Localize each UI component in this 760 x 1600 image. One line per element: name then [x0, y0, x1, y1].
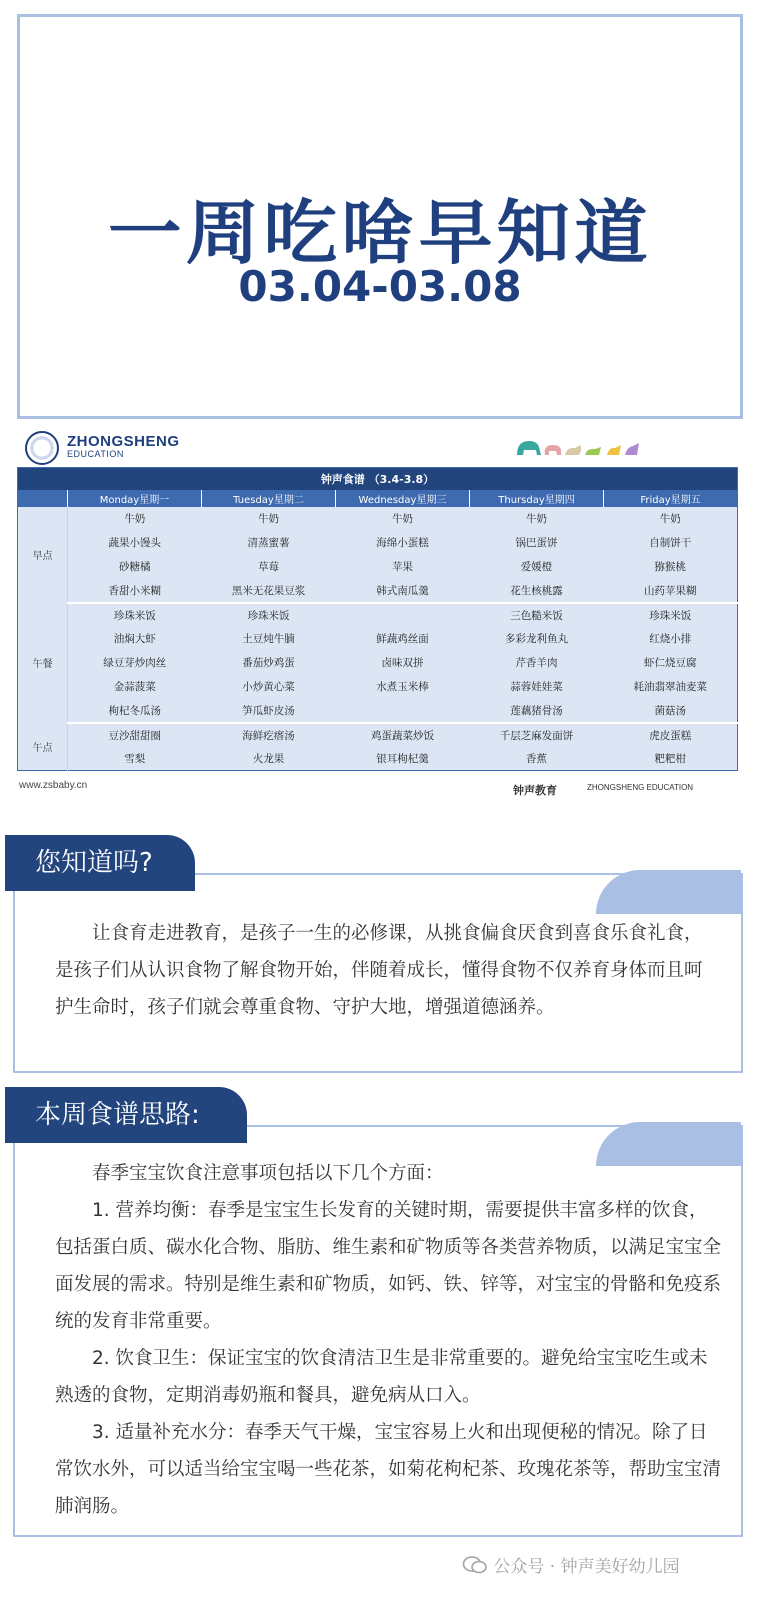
menu-cell: 耗油翡翠油麦菜 [604, 675, 738, 699]
logo-subtext: EDUCATION [67, 449, 124, 459]
menu-row [18, 555, 738, 579]
menu-cell: 千层芝麻发面饼 [470, 723, 604, 747]
menu-image-block [15, 425, 745, 810]
menu-cell: 菌菇汤 [604, 699, 738, 723]
menu-row [18, 723, 738, 747]
meal-label: 午餐 [18, 603, 68, 723]
logo-text: ZHONGSHENG [67, 433, 180, 450]
animals-decoration-icon [515, 433, 645, 459]
menu-cell: 蒜蓉娃娃菜 [470, 675, 604, 699]
menu-cell [336, 603, 470, 627]
menu-cell: 牛奶 [604, 507, 738, 531]
menu-cell: 莲藕猪骨汤 [470, 699, 604, 723]
day-header: Thursday星期四 [470, 490, 604, 507]
menu-row [18, 747, 738, 771]
menu-cell: 海绵小蛋糕 [336, 531, 470, 555]
menu-cell: 猕猴桃 [604, 555, 738, 579]
menu-cell [336, 699, 470, 723]
section-item: 3. 适量补充水分：春季天气干燥，宝宝容易上火和出现便秘的情况。除了日常饮水外，可以适当给宝宝喝一些花茶，如菊花枸杞茶、玫瑰花茶等，帮助宝宝清肺润肠。 [55, 1422, 722, 1517]
menu-cell: 黑米无花果豆浆 [202, 579, 336, 603]
menu-cell: 清蒸蜜薯 [202, 531, 336, 555]
menu-cell: 砂糖橘 [68, 555, 202, 579]
menu-cell: 牛奶 [336, 507, 470, 531]
meal-label: 午点 [18, 723, 68, 771]
menu-cell: 虾仁烧豆腐 [604, 651, 738, 675]
menu-cell: 花生核桃露 [470, 579, 604, 603]
menu-header [15, 425, 745, 465]
menu-row [18, 651, 738, 675]
menu-cell: 草莓 [202, 555, 336, 579]
menu-cell: 牛奶 [202, 507, 336, 531]
section-intro: 春季宝宝饮食注意事项包括以下几个方面： [92, 1163, 444, 1184]
menu-cell: 金蒜菠菜 [68, 675, 202, 699]
section-heading: 您知道吗? [5, 835, 195, 891]
day-header: Friday星期五 [604, 490, 738, 507]
menu-cell: 虎皮蛋糕 [604, 723, 738, 747]
school-seal-icon [25, 431, 59, 465]
menu-cell: 小炒黄心菜 [202, 675, 336, 699]
day-header: Monday星期一 [68, 490, 202, 507]
menu-cell: 卤味双拼 [336, 651, 470, 675]
day-header: Wednesday星期三 [336, 490, 470, 507]
wechat-watermark [462, 1552, 680, 1577]
menu-cell: 香蕉 [470, 747, 604, 771]
menu-cell: 豆沙甜甜圈 [68, 723, 202, 747]
hero-card [17, 14, 743, 419]
brand-footer-en: ZHONGSHENG EDUCATION [587, 783, 694, 792]
menu-row [18, 699, 738, 723]
menu-cell: 枸杞冬瓜汤 [68, 699, 202, 723]
menu-cell: 银耳枸杞羹 [336, 747, 470, 771]
menu-cell: 土豆炖牛腩 [202, 627, 336, 651]
menu-row [18, 627, 738, 651]
menu-cell: 海鲜疙瘩汤 [202, 723, 336, 747]
section-item: 2. 饮食卫生：保证宝宝的饮食清洁卫生是非常重要的。避免给宝宝吃生或未熟透的食物，定期消毒奶瓶和餐具，避免病从口入。 [55, 1348, 708, 1406]
corner-decoration [596, 870, 741, 914]
menu-cell: 多彩龙利鱼丸 [470, 627, 604, 651]
menu-row [18, 675, 738, 699]
menu-cell: 粑粑柑 [604, 747, 738, 771]
did-you-know-section [13, 848, 743, 1073]
menu-cell: 火龙果 [202, 747, 336, 771]
menu-cell: 绿豆芽炒肉丝 [68, 651, 202, 675]
menu-table-body [18, 507, 738, 771]
menu-cell: 番茄炒鸡蛋 [202, 651, 336, 675]
menu-cell: 雪梨 [68, 747, 202, 771]
menu-cell: 油焖大虾 [68, 627, 202, 651]
menu-cell: 牛奶 [470, 507, 604, 531]
menu-day-header-row [18, 490, 738, 507]
section-heading: 本周食谱思路: [5, 1087, 247, 1143]
wechat-icon [462, 1555, 488, 1575]
brand-footer: 钟声教育 [513, 784, 557, 797]
menu-table [17, 467, 738, 771]
menu-cell: 山药苹果糊 [604, 579, 738, 603]
menu-cell: 红烧小排 [604, 627, 738, 651]
day-header: Tuesday星期二 [202, 490, 336, 507]
menu-cell: 芹香羊肉 [470, 651, 604, 675]
menu-cell: 水煮玉米棒 [336, 675, 470, 699]
meal-label: 早点 [18, 507, 68, 603]
section-paragraph: 让食育走进教育，是孩子一生的必修课，从挑食偏食厌食到喜食乐食礼食，是孩子们从认识食物了解食物开始，伴随着成长，懂得食物不仅养育身体而且呵护生命时，孩子们就会尊重食物、守护大地，增强道德涵养。 [55, 923, 703, 1018]
menu-cell: 香甜小米糊 [68, 579, 202, 603]
menu-cell: 蔬果小馒头 [68, 531, 202, 555]
watermark-text: 公众号 · 钟声美好幼儿园 [493, 1557, 680, 1577]
menu-cell: 鲜蔬鸡丝面 [336, 627, 470, 651]
menu-row [18, 579, 738, 603]
menu-row [18, 507, 738, 531]
menu-cell: 锅巴蛋饼 [470, 531, 604, 555]
menu-cell: 爱媛橙 [470, 555, 604, 579]
menu-cell: 韩式南瓜羹 [336, 579, 470, 603]
menu-cell: 三色糙米饭 [470, 603, 604, 627]
menu-idea-section [13, 1100, 743, 1537]
section-item: 1. 营养均衡：春季是宝宝生长发育的关键时期，需要提供丰富多样的饮食，包括蛋白质、碳水化合物、脂肪、维生素和矿物质等各类营养物质，以满足宝宝全面发展的需求。特别是维生素和矿物质，如钙、铁、锌等，对宝宝的骨骼和免疫系统的发育非常重要。 [55, 1200, 722, 1332]
menu-cell: 笋瓜虾皮汤 [202, 699, 336, 723]
menu-cell: 鸡蛋蔬菜炒饭 [336, 723, 470, 747]
menu-cell: 自制饼干 [604, 531, 738, 555]
menu-cell: 珍珠米饭 [604, 603, 738, 627]
date-range: 03.04-03.08 [238, 262, 522, 311]
menu-row [18, 603, 738, 627]
menu-cell: 苹果 [336, 555, 470, 579]
site-url: www.zsbaby.cn [19, 780, 88, 791]
menu-cell: 牛奶 [68, 507, 202, 531]
menu-cell: 珍珠米饭 [68, 603, 202, 627]
menu-cell: 珍珠米饭 [202, 603, 336, 627]
menu-table-title: 钟声食谱 （3.4-3.8） [18, 468, 738, 490]
page-title: 一周吃啥早知道 [108, 192, 652, 274]
meal-column-header [18, 490, 68, 507]
menu-row [18, 531, 738, 555]
